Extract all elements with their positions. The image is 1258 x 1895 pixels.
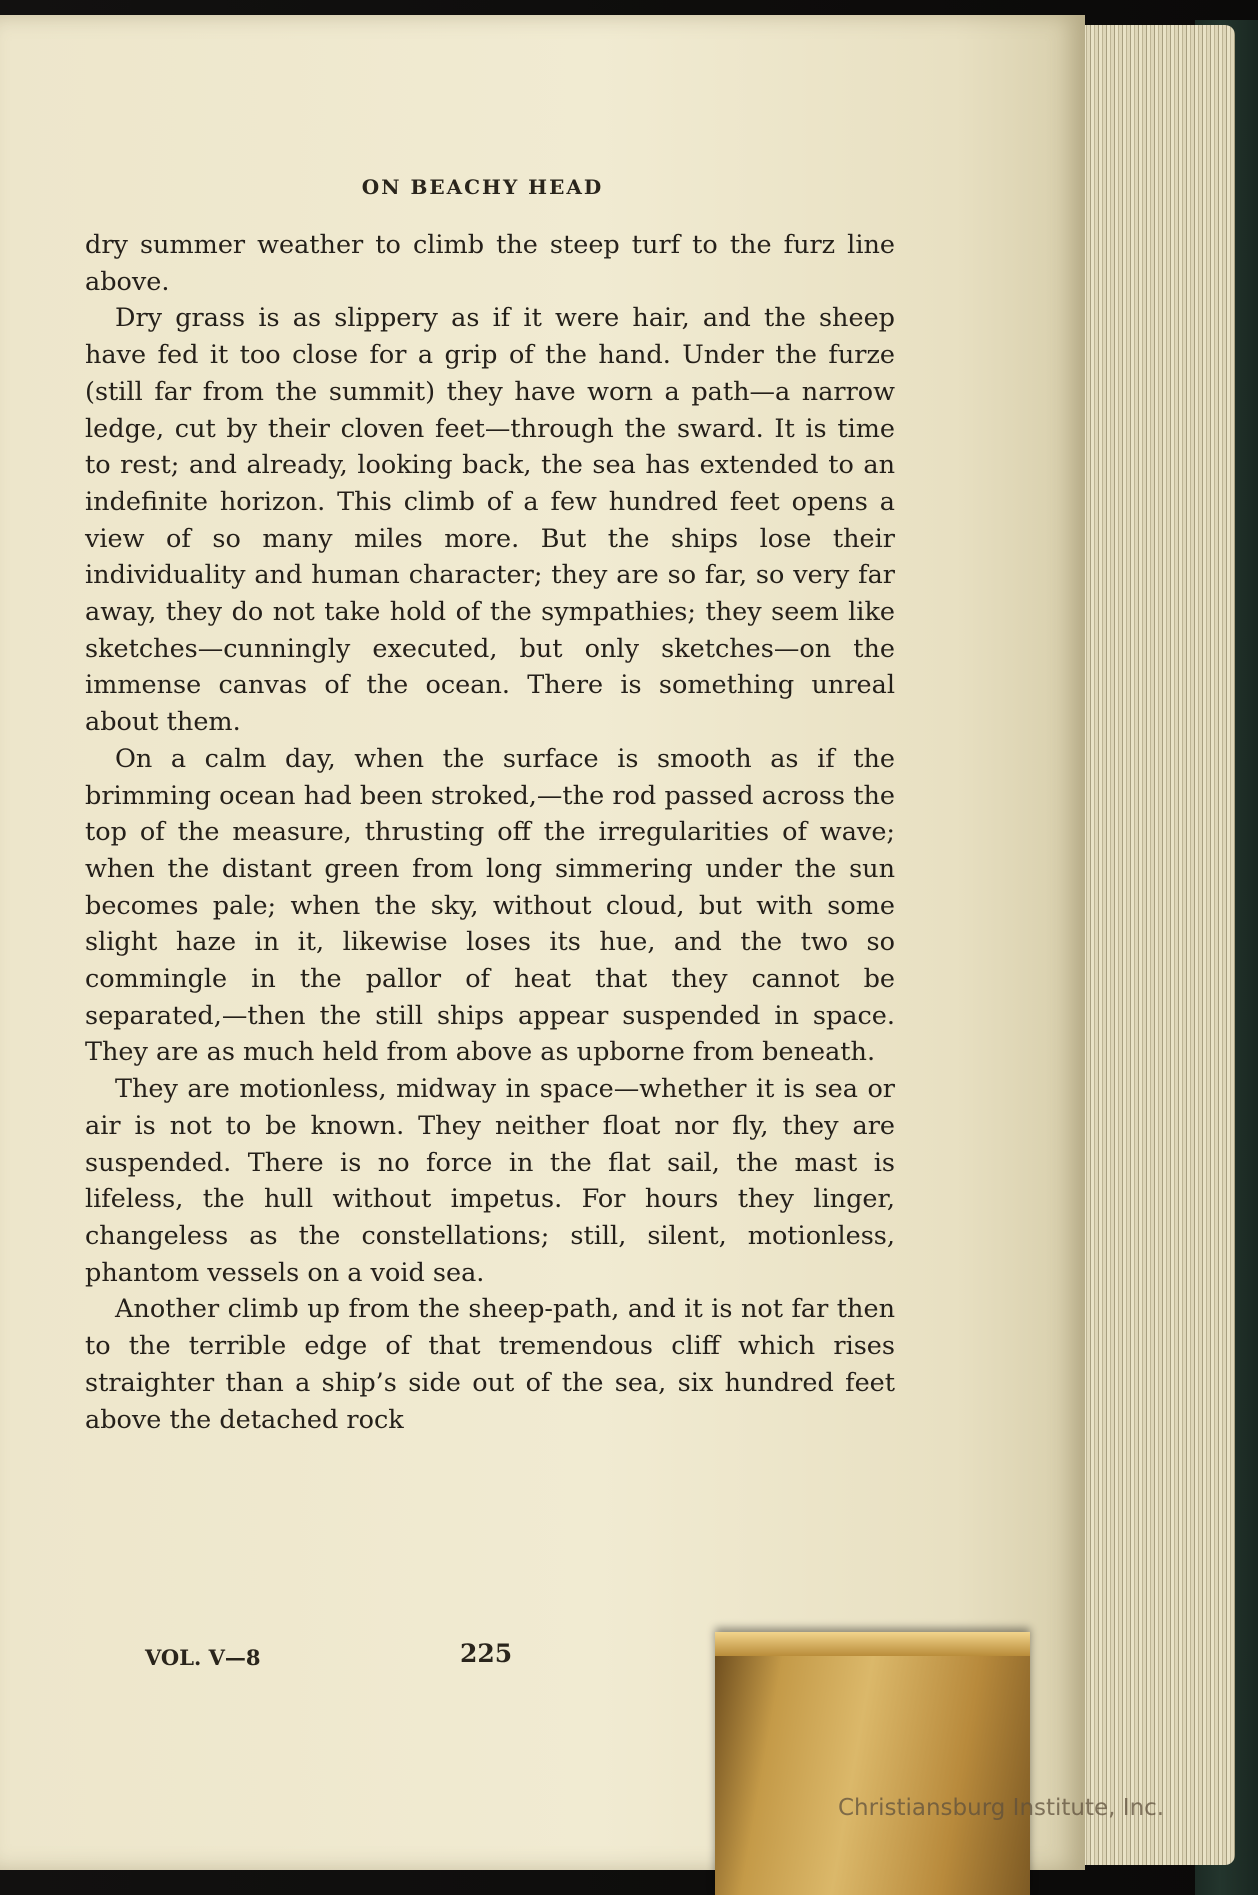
watermark: Christiansburg Institute, Inc. <box>838 1795 1165 1821</box>
bookmark-edge <box>715 1632 1030 1656</box>
page-edges <box>1075 25 1235 1865</box>
running-head: ON BEACHY HEAD <box>361 175 604 199</box>
page-number: 225 <box>460 1639 513 1668</box>
paragraph: Dry grass is as slippery as if it were hair, and the sheep have fed it too close for a grip of the hand. Under the furze (still far from the summit) they have worn a path—a narrow ledge, cut by their cloven feet—through the sward. It is time to rest; and already, looking back, the sea has extended to an indefinite horizon. This climb of a few hundred feet opens a view of so many miles more. But the ships lose their individuality and human character; they are so far, so very far away, they do not take hold of the sympathies; they seem like sketches—cunningly executed, but only sketches—on the immense canvas of the ocean. There is something unreal about them. <box>85 303 895 738</box>
paragraph: Another climb up from the sheep-path, and it is not far then to the terrible edge of that tremendous cliff which rises straighter than a ship’s side out of the sea, six hundred feet above the detached rock <box>85 1294 895 1435</box>
paragraph: dry summer weather to climb the steep turf to the furz line above. <box>85 230 895 297</box>
paragraph: They are motionless, midway in space—whether it is sea or air is not to be known. They neither float nor fly, they are suspended. There is no force in the flat sail, the mast is lifeless, the hull without impetus. For hours they linger, changeless as the constellations; still, silent, motionless, phantom vessels on a void sea. <box>85 1074 895 1288</box>
book-page <box>0 15 1085 1870</box>
gilt-bookmark <box>715 1632 1030 1895</box>
body-text <box>85 227 895 1438</box>
paragraph: On a calm day, when the surface is smooth as if the brimming ocean had been stroked,—the rod passed across the top of the measure, thrusting off the irregularities of wave; when the distant green from long simmering under the sun becomes pale; when the sky, without cloud, but with some slight haze in it, likewise loses its hue, and the two so commingle in the pallor of heat that they cannot be separated,—then the still ships appear suspended in space. They are as much held from above as upborne from beneath. <box>85 743 895 1068</box>
sheet-signature: VOL. V—8 <box>145 1645 261 1670</box>
